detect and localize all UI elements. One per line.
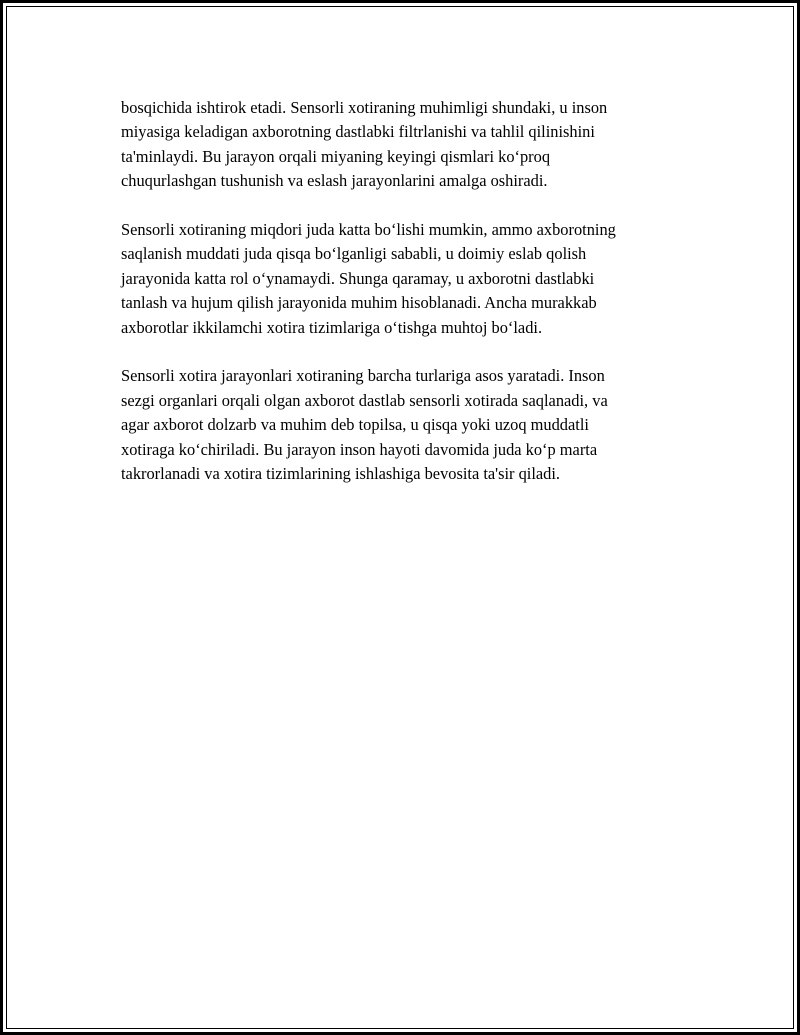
paragraph-2 [121, 218, 681, 340]
text-line: takrorlanadi va xotira tizimlarining ishlashiga bevosita ta'sir qiladi. [121, 464, 561, 484]
text-line: Sensorli xotira jarayonlari xotiraning barcha turlariga asos yaratadi. Inson [121, 366, 605, 386]
paragraph-1 [121, 96, 681, 194]
text-line: tanlash va hujum qilish jarayonida muhim hisoblanadi. Ancha murakkab [121, 293, 597, 313]
text-line: sezgi organlari orqali olgan axborot dastlab sensorli xotirada saqlanadi, va [121, 390, 608, 410]
text-line: agar axborot dolzarb va muhim deb topilsa, u qisqa yoki uzoq muddatli [121, 415, 589, 435]
text-line: axborotlar ikkilamchi xotira tizimlariga o‘tishga muhtoj bo‘ladi. [121, 317, 543, 337]
document-body [121, 96, 681, 511]
text-line: ta'minlaydi. Bu jarayon orqali miyaning keyingi qismlari ko‘proq [121, 146, 551, 166]
text-line: Sensorli xotiraning miqdori juda katta bo‘lishi mumkin, ammo axborotning [121, 220, 616, 240]
paragraph-3 [121, 364, 681, 486]
text-line: chuqurlashgan tushunish va eslash jarayonlarini amalga oshiradi. [121, 171, 548, 191]
text-line: jarayonida katta rol o‘ynamaydi. Shunga qaramay, u axborotni dastlabki [121, 268, 595, 288]
text-line: bosqichida ishtirok etadi. Sensorli xotiraning muhimligi shundaki, u inson [121, 98, 608, 117]
text-line: miyasiga keladigan axborotning dastlabki filtrlanishi va tahlil qilinishini [121, 122, 595, 142]
text-line: xotiraga ko‘chiriladi. Bu jarayon inson hayoti davomida juda ko‘p marta [121, 439, 598, 459]
text-line: saqlanish muddati juda qisqa bo‘lganligi sababli, u doimiy eslab qolish [121, 244, 587, 264]
